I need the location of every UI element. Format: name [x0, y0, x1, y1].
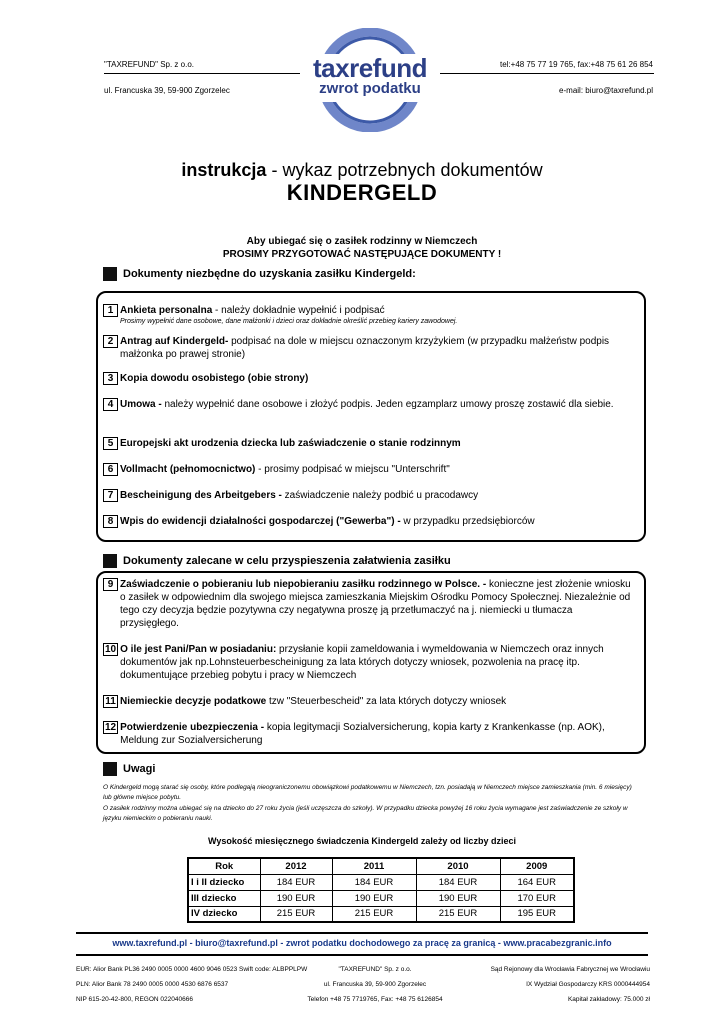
table-header: 2012	[260, 858, 332, 874]
footer-krs: IX Wydział Gospodarczy KRS 0000444954	[526, 981, 650, 988]
item-title: Antrag auf Kindergeld-	[120, 336, 229, 347]
item-note: Prosimy wypełnić dane osobowe, dane małżonki i dzieci oraz dokładnie określić przebieg kariery zawodowej.	[120, 318, 458, 325]
footer-company-info	[300, 962, 450, 1007]
intro-line-2: PROSIMY PRZYGOTOWAĆ NASTĘPUJĄCE DOKUMENTY !	[222, 249, 502, 260]
notes-heading-text: Uwagi	[123, 763, 156, 775]
table-cell: 190 EUR	[332, 890, 416, 906]
table-row	[188, 906, 574, 922]
list-item	[103, 695, 633, 708]
table-cell: 190 EUR	[416, 890, 500, 906]
note-paragraph: O Kindergeld mogą starać się osoby, które podlegają nieograniczonemu obowiązkowi podatkowemu w Niemczech, tzn. posiadają w Niemczech miejsce zamieszkania (min. 6 miesięcy) lub główne miejsce pobytu.	[103, 784, 632, 801]
taxrefund-logo	[300, 28, 440, 132]
table-cell: 170 EUR	[500, 890, 574, 906]
item-number: 2	[103, 335, 118, 348]
section2-heading	[103, 554, 451, 568]
intro-line-1: Aby ubiegać się o zasiłek rodzinny w Niemczech	[246, 236, 478, 247]
section1-box	[96, 291, 646, 542]
table-cell: 184 EUR	[332, 874, 416, 890]
item-title: Wpis do ewidencji działalności gospodarczej ("Gewerba") -	[120, 516, 401, 527]
header-divider-right	[440, 73, 654, 74]
item-number: 5	[103, 437, 118, 450]
table-header-row	[188, 858, 574, 874]
list-item	[103, 335, 633, 361]
section1-heading-text: Dokumenty niezbędne do uzyskania zasiłku Kindergeld:	[123, 268, 416, 280]
item-text: w przypadku przedsiębiorców	[400, 516, 535, 527]
item-text: - prosimy podpisać w miejscu "Unterschrift"	[255, 464, 450, 475]
footer-company-name: "TAXREFUND" Sp. z o.o.	[338, 966, 412, 973]
item-title: O ile jest Pani/Pan w posiadaniu:	[120, 644, 277, 655]
footer-capital: Kapitał zakładowy: 75.000 zł	[567, 996, 650, 1003]
list-item	[103, 372, 633, 385]
company-email: e-mail: biuro@taxrefund.pl	[559, 86, 653, 95]
table-header: 2009	[500, 858, 574, 874]
footer-divider-bottom	[76, 954, 648, 956]
bullet-square-icon	[103, 554, 117, 568]
table-caption: Wysokość miesięcznego świadczenia Kindergeld zależy od liczby dzieci	[208, 836, 516, 846]
table-cell: 215 EUR	[260, 906, 332, 922]
item-text: - należy dokładnie wypełnić i podpisać	[212, 305, 385, 316]
company-name: "TAXREFUND" Sp. z o.o.	[104, 60, 194, 69]
table-row	[188, 890, 574, 906]
item-title: Vollmacht (pełnomocnictwo)	[120, 464, 256, 475]
footer-bank-pln: PLN: Alior Bank 78 2490 0005 0000 4530 6876 6537	[76, 981, 229, 988]
list-item	[103, 437, 633, 450]
item-title: Europejski akt urodzenia dziecka lub zaświadczenie o stanie rodzinnym	[120, 438, 461, 449]
footer-registry-info	[491, 962, 650, 1007]
company-phone: tel:+48 75 77 19 765, fax:+48 75 61 26 854	[499, 60, 653, 69]
list-item	[103, 304, 633, 326]
table-cell: 195 EUR	[500, 906, 574, 922]
list-item	[103, 643, 633, 682]
section2-heading-text: Dokumenty zalecane w celu przyspieszenia załatwienia zasiłku	[123, 555, 451, 567]
item-number: 11	[103, 695, 118, 708]
item-text: zaświadczenie należy podbić u pracodawcy	[281, 490, 479, 501]
table-cell: III dziecko	[188, 890, 260, 906]
table-cell: IV dziecko	[188, 906, 260, 922]
footer-links[interactable]: www.taxrefund.pl - biuro@taxrefund.pl - zwrot podatku dochodowego za pracę za granicą - www.pracabezgranic.info	[112, 938, 612, 948]
item-title: Niemieckie decyzje podatkowe	[120, 696, 267, 707]
table-cell: 184 EUR	[260, 874, 332, 890]
bullet-square-icon	[103, 762, 117, 776]
table-cell: I i II dziecko	[188, 874, 260, 890]
table-header: 2010	[416, 858, 500, 874]
item-number: 12	[105, 722, 117, 733]
table-cell: 164 EUR	[500, 874, 574, 890]
item-text: konieczne jest złożenie wniosku o zasiłek w odpowiednim dla swojego miejsca zamieszkania Miejskim Ośrodku Pomocy Społecznej. Niezależnie od tego czy decyzja będzie pozytywna czy negatywna proszę ją przetłumaczyć na j. niemiecki u tłumacza przysięgłego.	[120, 579, 631, 629]
item-number: 1	[103, 304, 118, 317]
item-text: przysłanie kopii zameldowania i wymeldowania w Niemczech oraz innych dokumentów jak np.Lohnsteuerbescheinigung za lata których dotyczy wniosek, pozwolenia na pracę itp. dokumentujące przebieg pobytu i pracy w Niemczech	[120, 644, 604, 681]
table-cell: 184 EUR	[416, 874, 500, 890]
item-text: tzw "Steuerbescheid" za lata których dotyczy wniosek	[266, 696, 507, 707]
table-header: Rok	[188, 858, 260, 874]
footer-company-address: ul. Francuska 39, 59-900 Zgorzelec	[323, 981, 427, 988]
page-subtitle	[0, 160, 724, 181]
table-cell: 190 EUR	[260, 890, 332, 906]
item-number: 10	[105, 644, 117, 655]
footer-company-phone: Telefon +48 75 7719765, Fax: +48 75 6126854	[307, 996, 443, 1003]
list-item	[103, 515, 633, 528]
footer-court: Sąd Rejonowy dla Wrocławia Fabrycznej we Wrocławiu	[490, 966, 650, 973]
notes-heading	[103, 762, 155, 776]
subtitle-prefix: instrukcja	[181, 160, 267, 180]
list-item	[103, 398, 633, 411]
item-number: 4	[103, 398, 118, 411]
item-title: Kopia dowodu osobistego (obie strony)	[120, 373, 309, 384]
list-item	[103, 578, 633, 630]
section1-heading	[103, 267, 416, 281]
list-item	[103, 721, 633, 747]
list-item	[103, 463, 633, 476]
footer-nip: NIP 615-20-42-800, REGON 022040666	[76, 996, 193, 1003]
logo-text: taxrefund	[313, 53, 427, 83]
company-address: ul. Francuska 39, 59-900 Zgorzelec	[104, 86, 230, 95]
footer-divider-top	[76, 932, 648, 934]
item-text: podpisać na dole w miejscu oznaczonym krzyżykiem (w przypadku małżeństw podpis małżonka po prawej stronie)	[120, 336, 610, 360]
item-title: Potwierdzenie ubezpieczenia -	[120, 722, 265, 733]
item-number: 9	[103, 578, 118, 591]
item-title: Umowa -	[120, 399, 162, 410]
kindergeld-table	[187, 857, 575, 923]
item-number: 8	[103, 515, 118, 528]
bullet-square-icon	[103, 267, 117, 281]
item-title: Zaświadczenie o pobieraniu lub niepobieraniu zasiłku rodzinnego w Polsce. -	[120, 579, 487, 590]
table-cell: 215 EUR	[332, 906, 416, 922]
footer-bank-eur: EUR: Alior Bank PL36 2490 0005 0000 4600 9046 0523 Swift code: ALBPPLPW	[76, 966, 308, 973]
list-item	[103, 489, 633, 502]
logo-subtext: zwrot podatku	[319, 80, 421, 97]
item-text: kopia legitymacji Sozialversicherung, kopia karty z Krankenkasse (np. AOK), Meldung zur Sozialversicherung	[120, 722, 605, 746]
item-text: należy wypełnić dane osobowe i złożyć podpis. Jeden egzamplarz umowy proszę zostawić dla siebie.	[161, 399, 614, 410]
footer-bank-info	[76, 962, 307, 1007]
item-number: 6	[103, 463, 118, 476]
item-title: Ankieta personalna	[120, 305, 213, 316]
subtitle-rest: - wykaz potrzebnych dokumentów	[266, 160, 543, 180]
table-cell: 215 EUR	[416, 906, 500, 922]
item-number: 3	[103, 372, 118, 385]
item-title: Bescheinigung des Arbeitgebers -	[120, 490, 282, 501]
page-title: KINDERGELD	[286, 180, 438, 205]
table-row	[188, 874, 574, 890]
item-number: 7	[103, 489, 118, 502]
note-paragraph: O zasiłek rodzinny można ubiegać się na dziecko do 27 roku życia (jeśli uczęszcza do szkoły). W przypadku dziecka powyżej 16 roku życia wymagane jest zaświadczenie ze szkoły w języku niemieckim o pobieraniu nauki.	[103, 805, 628, 822]
header-divider-left	[104, 73, 300, 74]
table-header: 2011	[332, 858, 416, 874]
